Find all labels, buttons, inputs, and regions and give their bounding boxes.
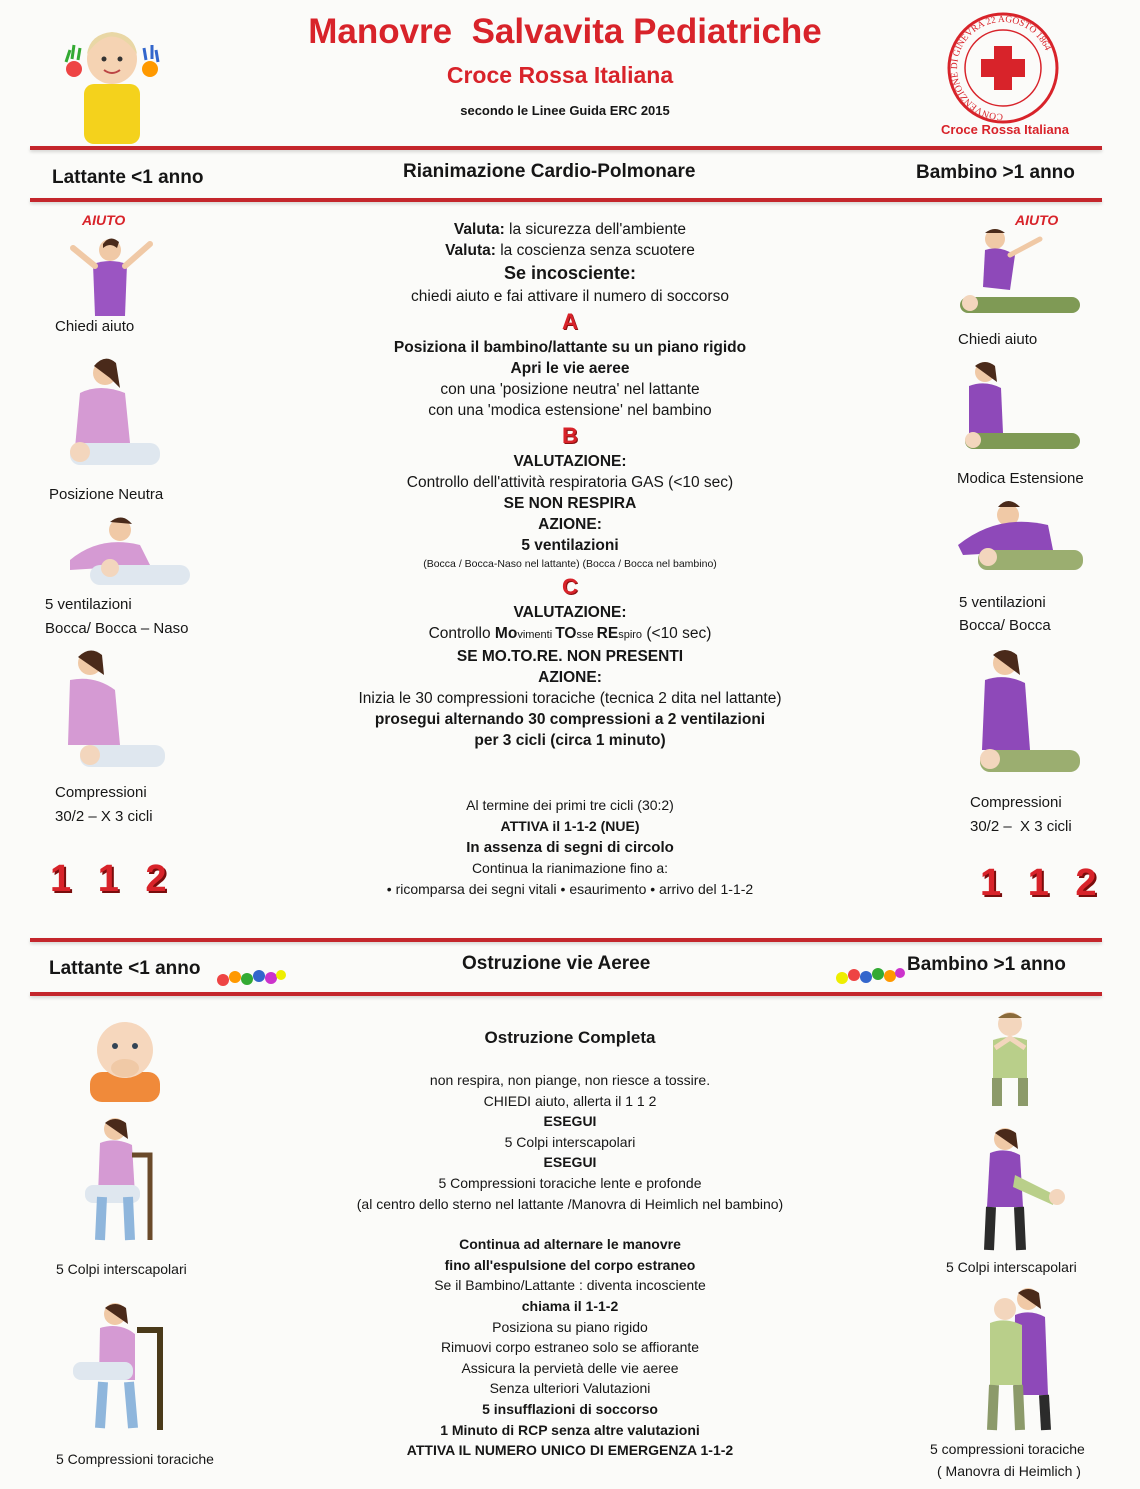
posiziona-text: Posiziona il bambino/lattante su un piano rigido xyxy=(393,339,747,356)
se-incosciente: Se incosciente: xyxy=(503,263,637,283)
ostruzione-title: Ostruzione vie Aeree xyxy=(462,953,651,974)
controllo-motore: Controllo Movimenti TOsse REspiro (<10 sec) xyxy=(428,625,712,642)
choking-infant-illustration xyxy=(85,1012,165,1102)
ask-help-illustration-left xyxy=(55,228,165,318)
page-title: Manovre Salvavita Pediatriche xyxy=(308,12,822,51)
caption-right-5-ventilazioni: 5 ventilazioni xyxy=(959,594,1046,611)
caption-left-compressioni-toraciche: 5 Compressioni toraciche xyxy=(56,1451,214,1467)
seal-caption: Croce Rossa Italiana xyxy=(941,122,1069,137)
ask-help-illustration-right xyxy=(955,225,1085,320)
valutazione-b: VALUTAZIONE: xyxy=(513,453,627,470)
posiziona-piano: Posiziona su piano rigido xyxy=(492,1318,648,1335)
caption-right-bocca-bocca: Bocca/ Bocca xyxy=(959,617,1051,634)
infant-chest-thrusts-illustration xyxy=(65,1300,175,1435)
colored-hands-right-icon xyxy=(832,960,907,988)
azione-c: AZIONE: xyxy=(538,669,602,686)
non-respira-text: non respira, non piange, non riesce a tossire. xyxy=(429,1072,711,1088)
seal-text: CONVENZIONE DI GINEVRA 22 AGOSTO 1864 xyxy=(949,14,1053,122)
caption-left-colpi: 5 Colpi interscapolari xyxy=(56,1261,187,1277)
tre-cicli: per 3 cicli (circa 1 minuto) xyxy=(474,732,666,749)
org-subtitle: Croce Rossa Italiana xyxy=(446,62,674,88)
aiuto-label-right: AIUTO xyxy=(1015,212,1059,228)
ostruzione-completa: Ostruzione Completa xyxy=(484,1028,656,1047)
azione-b: AZIONE: xyxy=(538,516,602,533)
inizia-compressioni: Inizia le 30 compressioni toraciche (tecnica 2 dita nel lattante) xyxy=(358,690,782,707)
rcp-instructions xyxy=(300,219,840,751)
aiuto-label-left: AIUTO xyxy=(82,212,126,228)
insufflazioni: 5 insufflazioni di soccorso xyxy=(482,1400,658,1417)
continua-rianimazione: Continua la rianimazione fino a: xyxy=(471,860,669,876)
infant-back-blows-illustration xyxy=(70,1115,160,1245)
fino-espulsione: fino all'espulsione del corpo estraneo xyxy=(444,1256,696,1273)
rcp-right-header: Bambino >1 anno xyxy=(916,162,1075,183)
heimlich-illustration xyxy=(970,1285,1060,1435)
caption-right-cicli: 30/2 – X 3 cicli xyxy=(970,818,1072,835)
apri-vie-aeree: Apri le vie aeree xyxy=(510,360,630,377)
caption-right-heimlich: ( Manovra di Heimlich ) xyxy=(937,1463,1081,1479)
infant-compressions-illustration xyxy=(50,645,170,775)
posizione-neutra-text: con una 'posizione neutra' nel lattante xyxy=(440,381,700,398)
ventilazioni-note: (Bocca / Bocca-Naso nel lattante) (Bocca / Bocca nel bambino) xyxy=(423,558,717,570)
caption-right-colpi: 5 Colpi interscapolari xyxy=(946,1259,1077,1275)
controllo-gas: Controllo dell'attività respiratoria GAS (<10 sec) xyxy=(406,474,734,491)
rule-top-ostruzione xyxy=(30,938,1102,942)
esegui-2: ESEGUI xyxy=(543,1154,597,1171)
ostruzione-right-header: Bambino >1 anno xyxy=(907,954,1066,975)
assenza-segni: In assenza di segni di circolo xyxy=(466,839,674,856)
rcp-after-cycles xyxy=(300,795,840,900)
red-cross-seal xyxy=(945,10,1065,125)
caption-right-chiedi-aiuto: Chiedi aiuto xyxy=(958,331,1038,348)
step-a: A xyxy=(562,309,578,334)
rcp-left-header: Lattante <1 anno xyxy=(52,167,204,188)
child-hands-illustration xyxy=(62,14,162,144)
infant-ventilation-illustration xyxy=(40,510,195,595)
child-compressions-illustration xyxy=(960,645,1085,785)
step-b: B xyxy=(562,423,578,448)
caption-left-5-ventilazioni: 5 ventilazioni xyxy=(45,596,132,613)
prosegui-alternando: prosegui alternando 30 compressioni a 2 ventilazioni xyxy=(374,711,766,728)
rimuovi-corpo: Rimuovi corpo estraneo solo se affiorante xyxy=(440,1339,700,1356)
ostruzione-instructions xyxy=(300,1026,840,1461)
caption-left-bocca-naso: Bocca/ Bocca – Naso xyxy=(45,620,189,637)
emergency-number-right: 1 1 2 xyxy=(980,862,1105,904)
continua-alternare: Continua ad alternare le manovre xyxy=(459,1236,681,1253)
attiva-112: ATTIVA il 1-1-2 (NUE) xyxy=(500,818,640,834)
ostruzione-left-header: Lattante <1 anno xyxy=(49,958,201,979)
valuta-coscienza: Valuta: la coscienza senza scuotere xyxy=(445,242,695,259)
modica-estensione-text: con una 'modica estensione' nel bambino xyxy=(428,402,712,419)
emergency-number-left: 1 1 2 xyxy=(50,858,175,900)
step-c: C xyxy=(562,574,578,599)
sterno-heimlich-note: (al centro dello sterno nel lattante /Manovra di Heimlich nel bambino) xyxy=(356,1195,784,1212)
caption-left-compressioni: Compressioni xyxy=(55,784,147,801)
guidelines-note: secondo le Linee Guida ERC 2015 xyxy=(460,103,670,118)
chiedi-allerta: CHIEDI aiuto, allerta il 1 1 2 xyxy=(483,1092,657,1109)
rcp-title: Rianimazione Cardio-Polmonare xyxy=(403,161,696,182)
rule-bottom-ostruzione-header xyxy=(30,992,1102,996)
valutazione-c: VALUTAZIONE: xyxy=(513,604,627,621)
se-non-respira: SE NON RESPIRA xyxy=(503,495,637,512)
motore-non-presenti: SE MO.TO.RE. NON PRESENTI xyxy=(456,648,684,665)
caption-left-chiedi-aiuto: Chiedi aiuto xyxy=(55,318,135,335)
rule-bottom-rcp-header xyxy=(30,198,1102,202)
chiama-112: chiama il 1-1-2 xyxy=(521,1297,619,1314)
fino-a-list: • ricomparsa dei segni vitali • esaurimento • arrivo del 1-1-2 xyxy=(386,881,754,897)
caption-right-compressioni-toraciche: 5 compressioni toraciche xyxy=(930,1441,1085,1457)
choking-child-illustration xyxy=(983,1008,1038,1108)
minuto-rcp: 1 Minuto di RCP senza altre valutazioni xyxy=(440,1421,700,1438)
cinque-ventilazioni: 5 ventilazioni xyxy=(521,537,619,554)
chiedi-aiuto-text: chiedi aiuto e fai attivare il numero di soccorso xyxy=(411,288,729,305)
caption-right-modica-estensione: Modica Estensione xyxy=(957,470,1084,487)
neutral-position-illustration xyxy=(50,348,175,473)
colpi-interscapolari: 5 Colpi interscapolari xyxy=(504,1133,636,1150)
caption-left-posizione-neutra: Posizione Neutra xyxy=(49,486,164,503)
termine-cicli: Al termine dei primi tre cicli (30:2) xyxy=(466,797,674,813)
colored-hands-left-icon xyxy=(213,962,288,990)
se-incosciente-ostr: Se il Bambino/Lattante : diventa incosciente xyxy=(434,1277,706,1294)
esegui-1: ESEGUI xyxy=(543,1113,597,1130)
child-ventilation-illustration xyxy=(948,495,1088,585)
caption-left-cicli: 30/2 – X 3 cicli xyxy=(55,808,153,825)
senza-valutazioni: Senza ulteriori Valutazioni xyxy=(489,1380,651,1397)
child-back-blows-illustration xyxy=(975,1125,1065,1255)
valuta-ambiente: Valuta: la sicurezza dell'ambiente xyxy=(453,221,687,238)
attiva-numero-unico: ATTIVA IL NUMERO UNICO DI EMERGENZA 1-1-2 xyxy=(406,1442,734,1459)
head-tilt-illustration xyxy=(955,358,1085,458)
assicura-pervieta: Assicura la pervietà delle vie aeree xyxy=(461,1359,679,1376)
compressioni-lente: 5 Compressioni toraciche lente e profonde xyxy=(438,1174,702,1191)
caption-right-compressioni: Compressioni xyxy=(970,794,1062,811)
rule-top-rcp xyxy=(30,146,1102,150)
